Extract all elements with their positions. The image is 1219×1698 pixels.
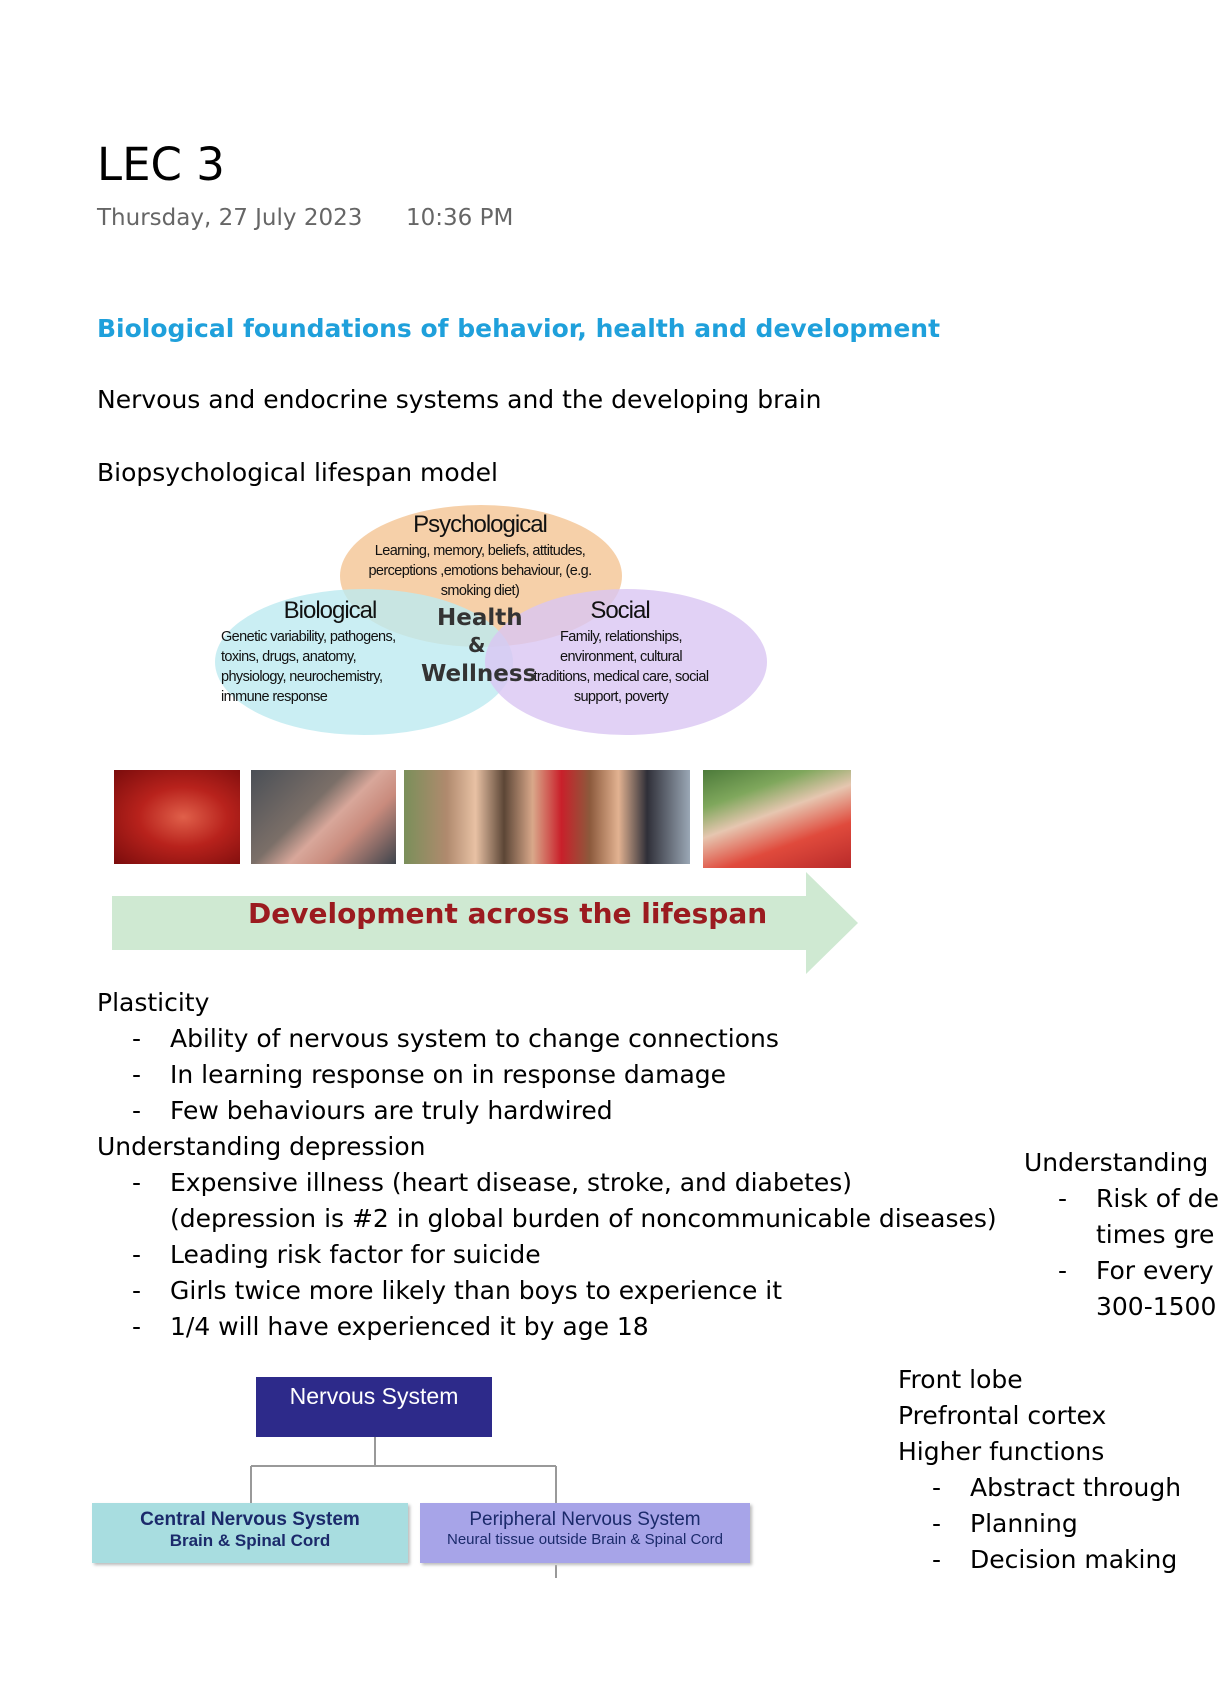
frontal-line: Front lobe [898,1365,1023,1394]
model-line: Biopsychological lifespan model [97,458,498,487]
social-body: Family, relationships, environment, cultural traditions, medical care, social support, poverty [533,629,709,705]
right-column-note: Understanding - Risk of de times gre - For every 300-1500 [1024,1148,1219,1321]
cns-title: Central Nervous System [140,1509,360,1530]
frontal-line: Higher functions [898,1437,1105,1466]
psychological-title: Psychological [413,511,547,538]
biological-body: Genetic variability, pathogens, toxins, drugs, anatomy, physiology, neurochemistry, immune response [221,629,396,705]
biological-title: Biological [283,597,377,624]
plasticity-heading: Plasticity [97,988,210,1017]
list-item-continued: 300-1500 [1096,1292,1217,1321]
section-heading: Biological foundations of behavior, health and development [97,314,941,343]
cns-subtitle: Brain & Spinal Cord [169,1531,331,1550]
psychological-body: Learning, memory, beliefs, attitudes, perceptions ,emotions behaviour, (e.g. smoking diet) [368,543,592,599]
ampersand-label: & [468,633,486,657]
social-title: Social [590,597,650,624]
right-heading: Understanding [1024,1148,1209,1177]
frontal-line: Prefrontal cortex [898,1401,1107,1430]
depression-heading: Understanding depression [97,1132,426,1161]
pns-subtitle: Neural tissue outside Brain & Spinal Cord [447,1531,723,1548]
nervous-line: Nervous and endocrine systems and the developing brain [97,385,822,414]
wellness-label: Wellness [421,661,537,687]
health-label: Health [437,605,523,631]
pns-title: Peripheral Nervous System [469,1509,701,1530]
nervous-system-box [256,1377,492,1437]
pns-box [420,1503,750,1563]
page-title: LEC 3 [97,138,225,191]
list-item-continued: times gre [1096,1220,1215,1249]
page-time: 10:36 PM [406,205,514,231]
page-date: Thursday, 27 July 2023 [97,205,363,231]
nervous-system-label: Nervous System [289,1383,459,1409]
cns-box [92,1503,408,1563]
lifespan-arrow-label: Development across the lifespan [248,897,768,930]
